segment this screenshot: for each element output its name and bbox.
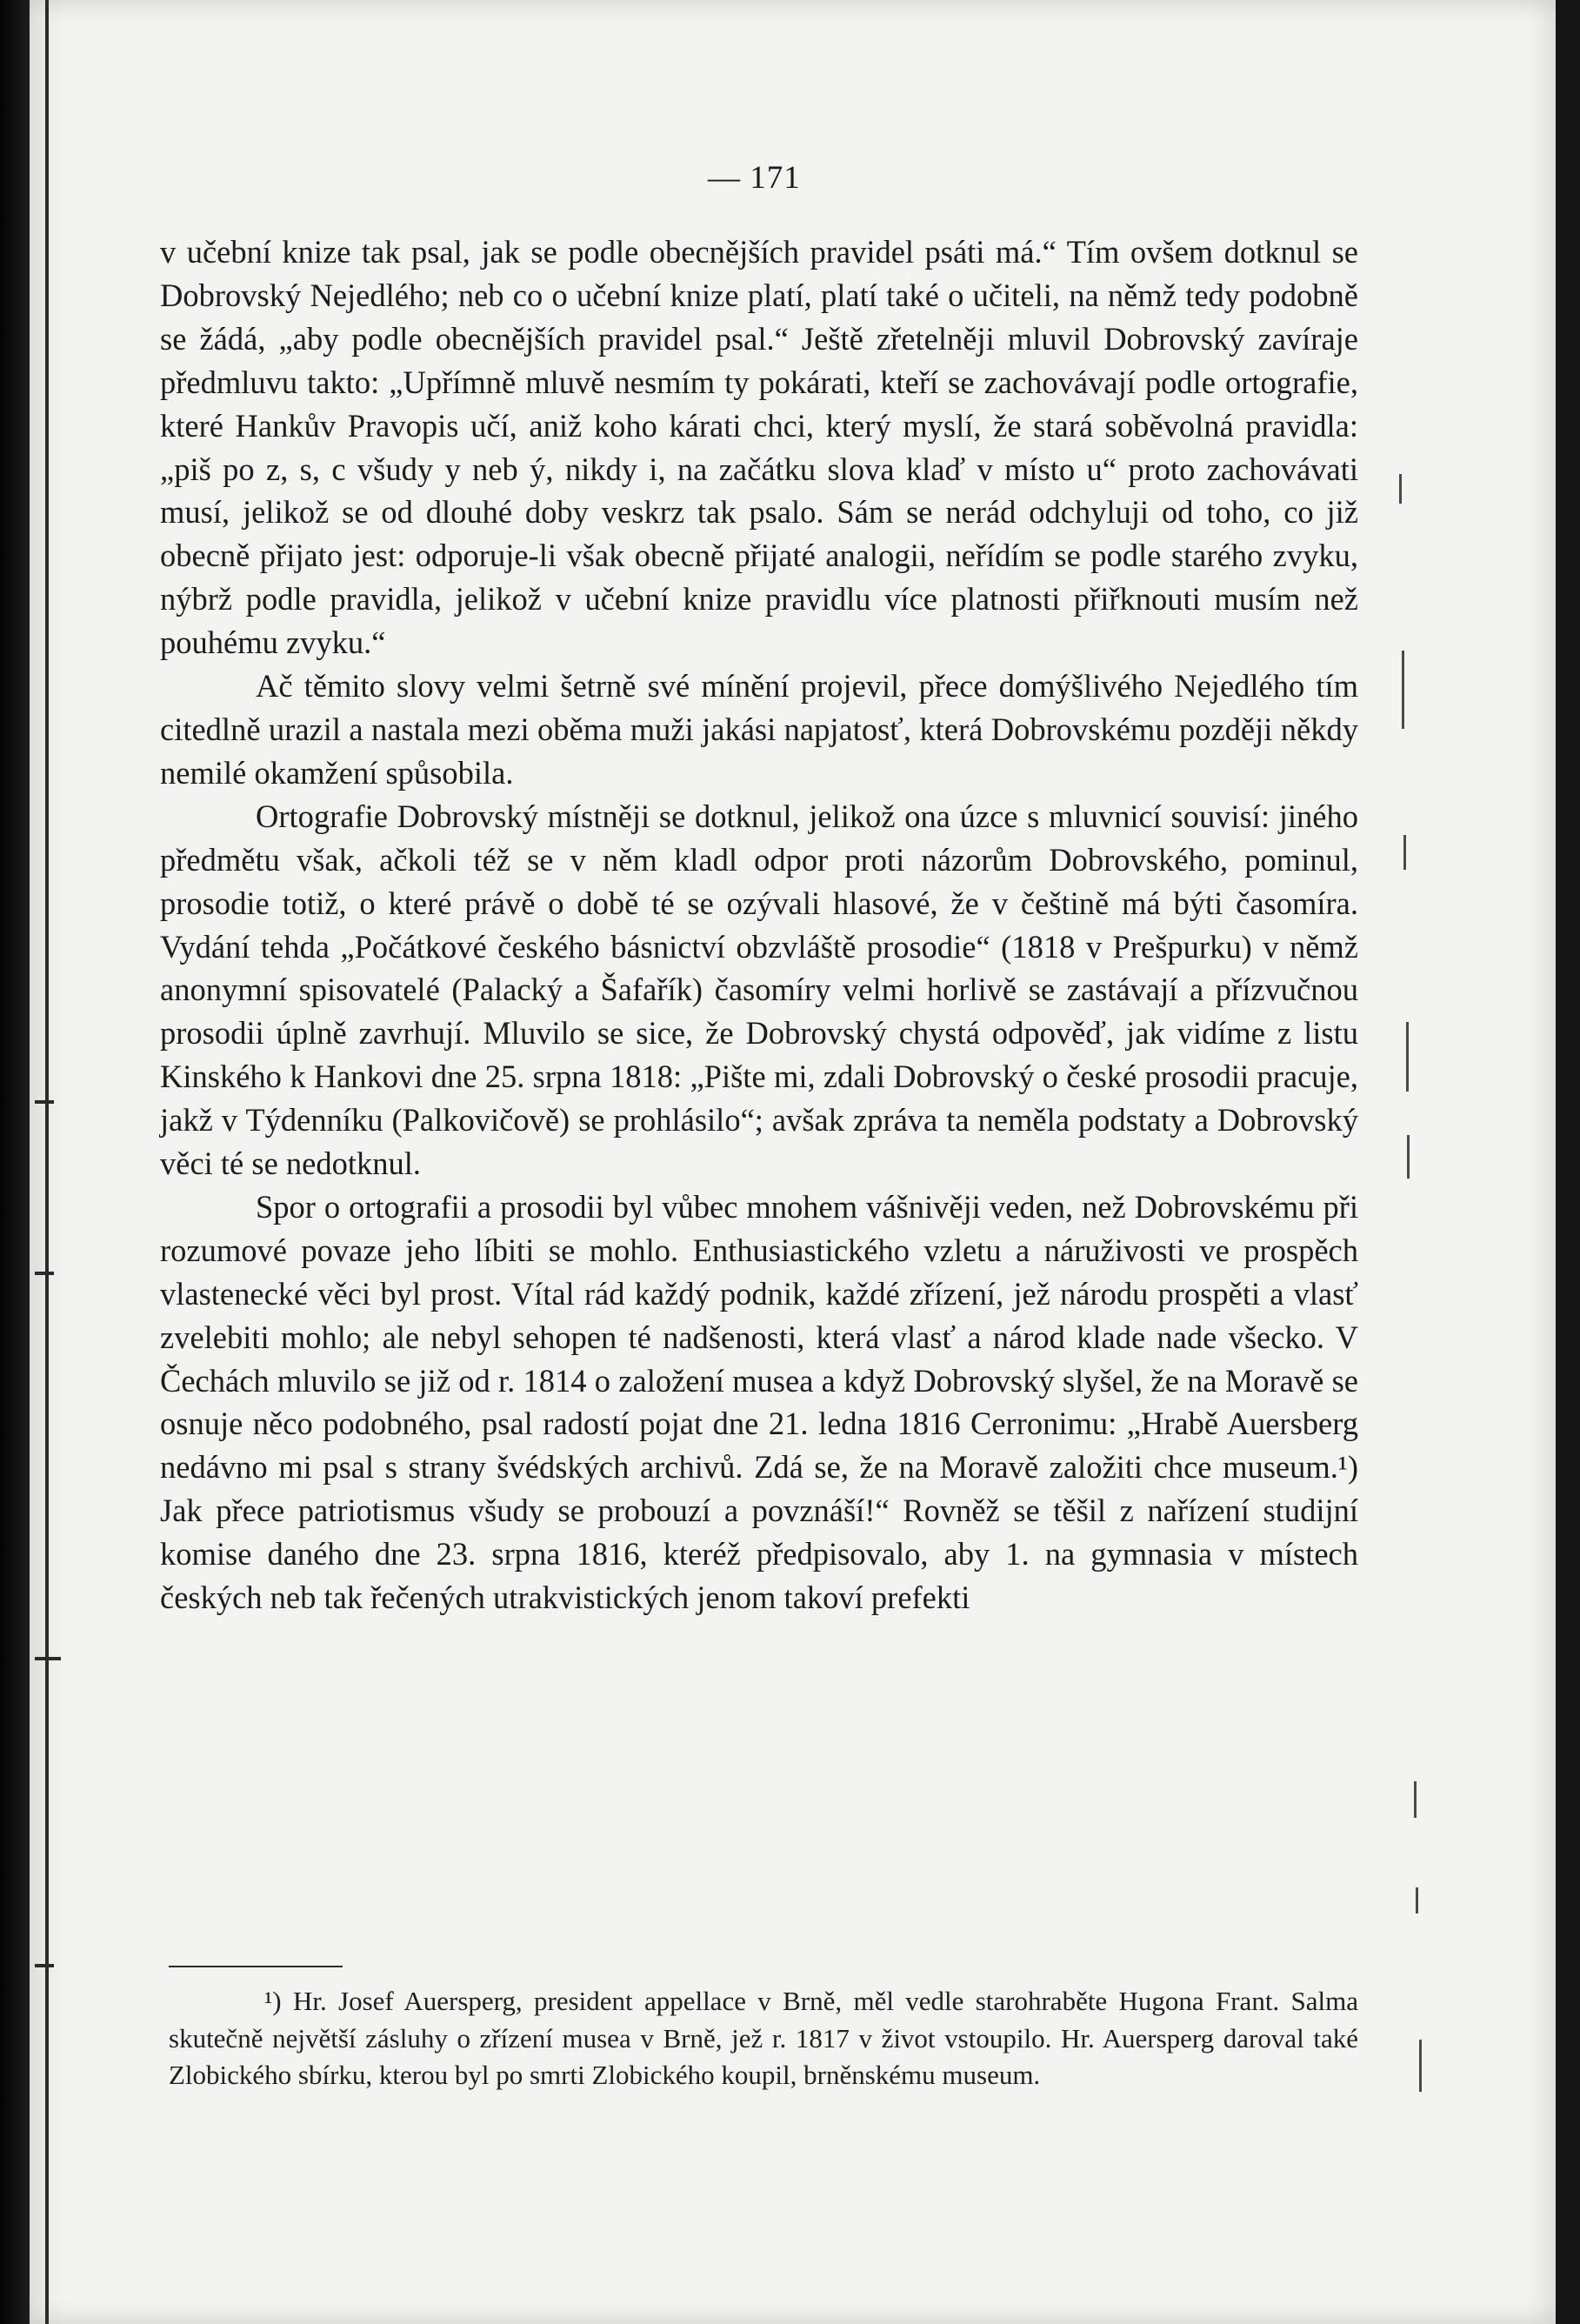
margin-mark [1399,474,1402,504]
binding-mark [35,1964,54,1967]
binding-mark [35,1657,61,1660]
binding-line [45,0,49,2324]
paragraph: Ortografie Dobrovský místněji se dotknul, jelikož ona úzce s mluvnicí souvisí: jiného předmětu však, ačkoli též se v něm kladl odpor proti názorům Dobrovského, pominul, prosodie totiž, o které právě o době té se ozývali hlasové, že v češtině má býti časomíra. Vydání tehda „Počátkové českého básnictví obzvláště prosodie“ (1818 v Prešpurku) v němž anonymní spisovatelé (Palacký a Šafařík) časomíry velmi horlivě se zastávají a přízvučnou prosodii úplně zavrhují. Mluvilo se sice, že Dobrovský chystá odpověď, jak vidíme z listu Kinského k Hankovi dne 25. srpna 1818: „Pište mi, zdali Dobrovský o české prosodii pracuje, jakž v Týdenníku (Palkovičově) se prohlásilo“; avšak zpráva ta neměla podstaty a Dobrovský věci té se nedotknul. [160,798,1358,1182]
margin-mark [1407,1135,1410,1179]
paragraph: Ač těmito slovy velmi šetrně své mínění projevil, přece domýšlivého Nejedlého tím citedlně urazil a nastala mezi oběma muži jakási napjatosť, která Dobrovskému později někdy nemilé okamžení spůsobila. [160,668,1358,791]
body-text [160,230,1358,1619]
footnote-separator [169,1966,343,1967]
paragraph: v učební knize tak psal, jak se podle obecnějších pravidel psáti má.“ Tím ovšem dotknul se Dobrovský Nejedlého; neb co o učební knize platí, platí také o učiteli, na němž tedy podobně se žádá, „aby podle obecnějších pravidel psal.“ Ještě zřetelněji mluvil Dobrovský zavíraje předmluvu takto: „Upřímně mluvě nesmím ty pokárati, kteří se zachovávají podle ortografie, které Hankův Pravopis učí, aniž koho kárati chci, který myslí, že stará soběvolná pravidla: „piš po z, s, c všudy y neb ý, nikdy i, na začátku slova klaď v místo u“ proto zachovávati musí, jelikož se od dlouhé doby veskrz tak psalo. Sám se nerád odchyluji od toho, co již obecně přijato jest: odporuje-li však obecně přijaté analogii, neřídím se podle starého zvyku, nýbrž podle pravidla, jelikož v učební knize pravidlu více platnosti přiřknouti musím než pouhému zvyku.“ [160,234,1358,661]
paragraph: Spor o ortografii a prosodii byl vůbec mnohem vášnivěji veden, než Dobrovskému při rozumové povaze jeho líbiti se mohlo. Enthusiastického vzletu a náruživosti ve prospěch vlastenecké věci byl prost. Vítal rád každý podnik, každé zřízení, jež národu prospěti a vlasť zvelebiti mohlo; ale nebyl sehopen té nadšenosti, která vlasť a národ klade nade všecko. V Čechách mluvilo se již od r. 1814 o založení musea a když Dobrovský slyšel, že na Moravě se osnuje něco podobného, psal radostí pojat dne 21. ledna 1816 Cerronimu: „Hrabě Auersberg nedávno mi psal s strany švédských archivů. Zdá se, že na Moravě založiti chce museum.¹) Jak přece patriotismus všudy se probouzí a povznáší!“ Rovněž se těšil z nařízení studijní komise daného dne 23. srpna 1816, kteréž předpisovalo, aby 1. na gymnasia v místech českých neb tak řečených utrakvistických jenom takoví prefekti [160,1188,1358,1616]
page-number: — 171 [708,160,801,196]
scan-dark-edge [0,0,30,2324]
margin-mark [1416,1887,1418,1913]
margin-mark [1403,835,1406,870]
margin-mark [1419,2040,1422,2092]
binding-mark [35,1272,54,1275]
binding-mark [35,1100,54,1104]
margin-mark [1402,651,1404,729]
margin-mark [1406,1022,1409,1092]
footnote: ¹) Hr. Josef Auersperg, president appellace v Brně, měl vedle starohraběte Hugona Frant. Salma skutečně největší zásluhy o zřízení musea v Brně, jež r. 1817 v život vstoupilo. Hr. Auersperg daroval také Zlobického sbírku, kterou byl po smrti Zlobického koupil, brněnskému museum. [169,1986,1358,2090]
book-page [30,0,1556,2324]
margin-mark [1414,1781,1417,1818]
